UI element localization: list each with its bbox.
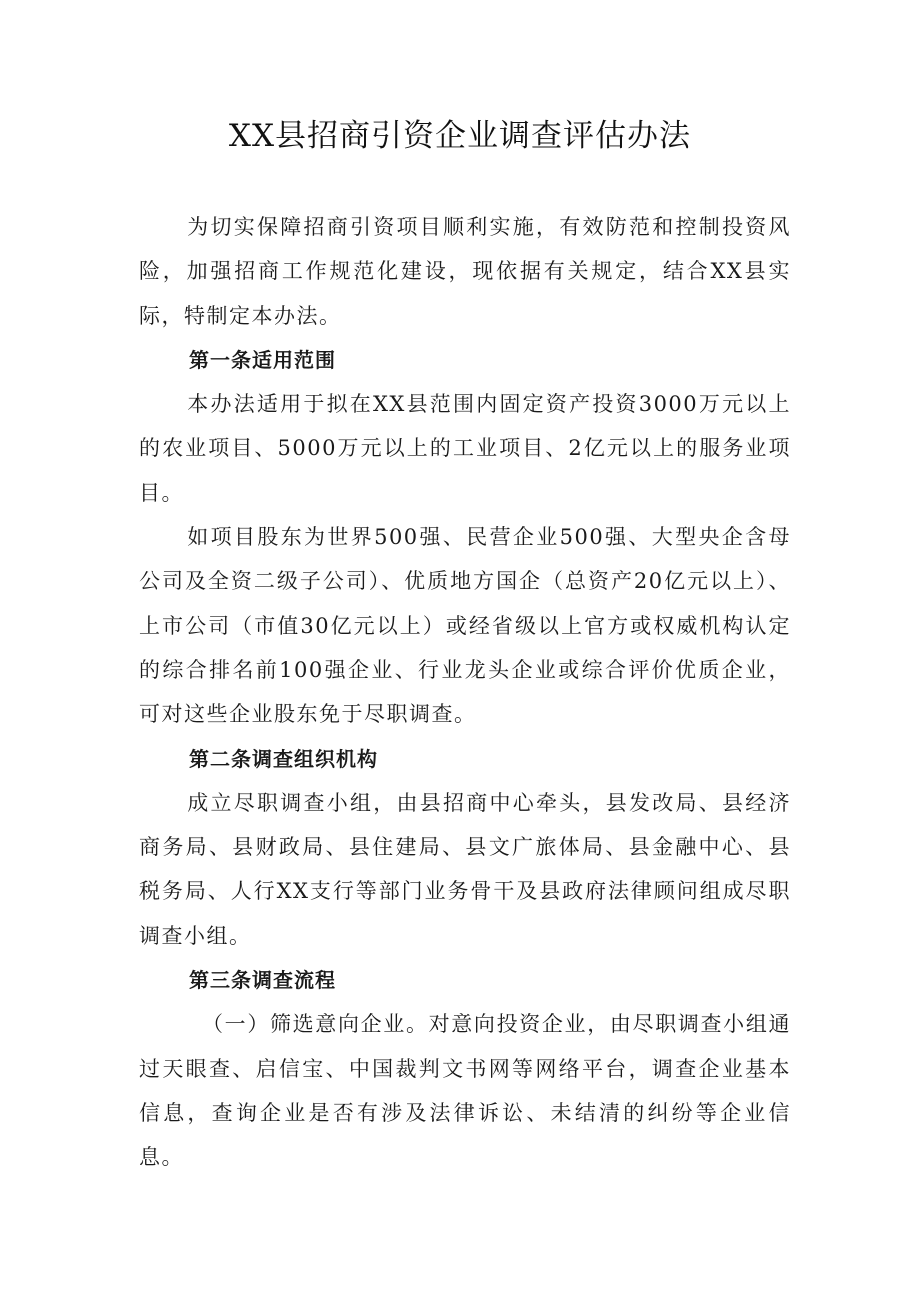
article-3-heading: 第三条调查流程 (189, 968, 336, 993)
intro-paragraph: 为切实保障招商引资项目顺利实施，有效防范和控制投资风险，加强招商工作规范化建设，现依据有关规定，结合XX县实际，特制定本办法。 (139, 215, 791, 328)
article-2-heading: 第二条调查组织机构 (189, 746, 378, 771)
article-1-paragraph-1: 本办法适用于拟在XX县范围内固定资产投资3000万元以上的农业项目、5000万元以上的工业项目、2亿元以上的服务业项目。 (139, 392, 791, 505)
article-1-heading: 第一条适用范围 (189, 347, 336, 372)
article-3-item-1: （一）筛选意向企业。对意向投资企业，由尽职调查小组通过天眼查、启信宝、中国裁判文书网等网络平台，调查企业基本信息，查询企业是否有涉及法律诉讼、未结清的纠纷等企业信息。 (139, 1012, 791, 1170)
article-1-paragraph-2: 如项目股东为世界500强、民营企业500强、大型央企含母公司及全资二级子公司）、优质地方国企（总资产20亿元以上）、上市公司（市值30亿元以上）或经省级以上官方或权威机构认定的综合排名前100强企业、行业龙头企业或综合评价优质企业，可对这些企业股东免于尽职调查。 (139, 525, 791, 727)
document-title: XX县招商引资企业调查评估办法 (228, 118, 692, 154)
article-2-paragraph-1: 成立尽职调查小组，由县招商中心牵头，县发改局、县经济商务局、县财政局、县住建局、县文广旅体局、县金融中心、县税务局、人行XX支行等部门业务骨干及县政府法律顾问组成尽职调查小组。 (139, 790, 791, 948)
document-body (139, 205, 791, 1180)
